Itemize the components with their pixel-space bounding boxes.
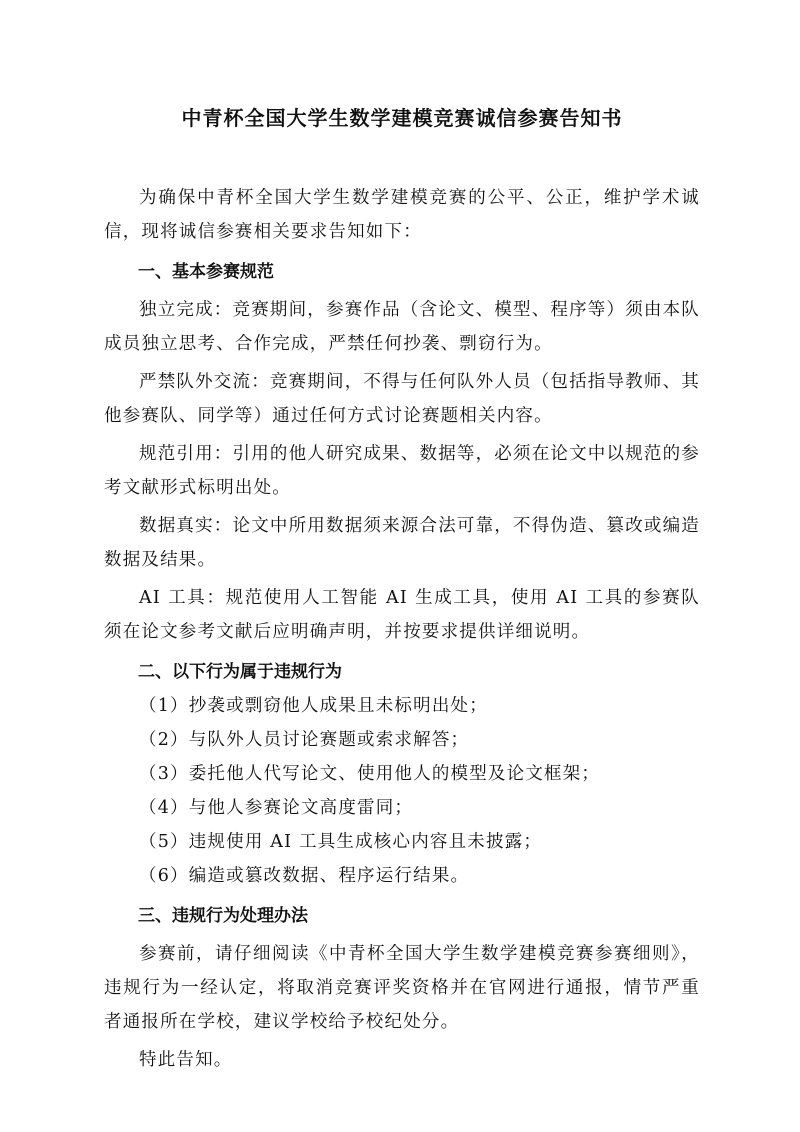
closing-text: 特此告知。	[139, 1050, 233, 1070]
rule-independent: 独立完成：竞赛期间，参赛作品（含论文、模型、程序等）须由本队成员独立思考、合作完成，严禁任何抄袭、剽窃行为。	[104, 300, 700, 354]
section-heading: 二、以下行为属于违规行为	[138, 662, 342, 682]
rule-citation: 规范引用：引用的他人研究成果、数据等，必须在论文中以规范的参考文献形式标明出处。	[104, 444, 700, 498]
rule-data-authenticity: 数据真实：论文中所用数据须来源合法可靠，不得伪造、篡改或编造数据及结果。	[104, 516, 700, 570]
list-item: （3）委托他人代写论文、使用他人的模型及论文框架；	[139, 764, 601, 784]
list-item: （5）违规使用 AI 工具生成核心内容且未披露；	[139, 832, 543, 852]
list-item: （1）抄袭或剽窃他人成果且未标明出处；	[139, 696, 488, 716]
handling-paragraph: 参赛前，请仔细阅读《中青杯全国大学生数学建模竞赛参赛细则》，违规行为一经认定，将取消竞赛评奖资格并在官网进行通报，情节严重者通报所在学校，建议学校给予校纪处分。	[104, 944, 700, 1032]
rule-ai-tools: AI 工具：规范使用人工智能 AI 生成工具，使用 AI 工具的参赛队须在论文参考文献后应明确声明，并按要求提供详细说明。	[104, 588, 700, 642]
list-item: （2）与队外人员讨论赛题或索求解答；	[139, 730, 470, 750]
section-heading: 一、基本参赛规范	[138, 262, 274, 282]
section-basic-rules	[104, 255, 700, 649]
rule-no-external-communication: 严禁队外交流：竞赛期间，不得与任何队外人员（包括指导教师、其他参赛队、同学等）通过任何方式讨论赛题相关内容。	[104, 372, 700, 426]
section-violations	[104, 655, 700, 893]
document-title: 中青杯全国大学生数学建模竞赛诚信参赛告知书	[181, 106, 623, 130]
list-item: （4）与他人参赛论文高度雷同；	[139, 798, 414, 818]
section-heading: 三、违规行为处理办法	[138, 906, 308, 926]
intro-paragraph: 为确保中青杯全国大学生数学建模竞赛的公平、公正，维护学术诚信，现将诚信参赛相关要求告知如下：	[104, 188, 700, 242]
list-item: （6）编造或篡改数据、程序运行结果。	[139, 866, 470, 886]
section-handling	[104, 899, 700, 1077]
